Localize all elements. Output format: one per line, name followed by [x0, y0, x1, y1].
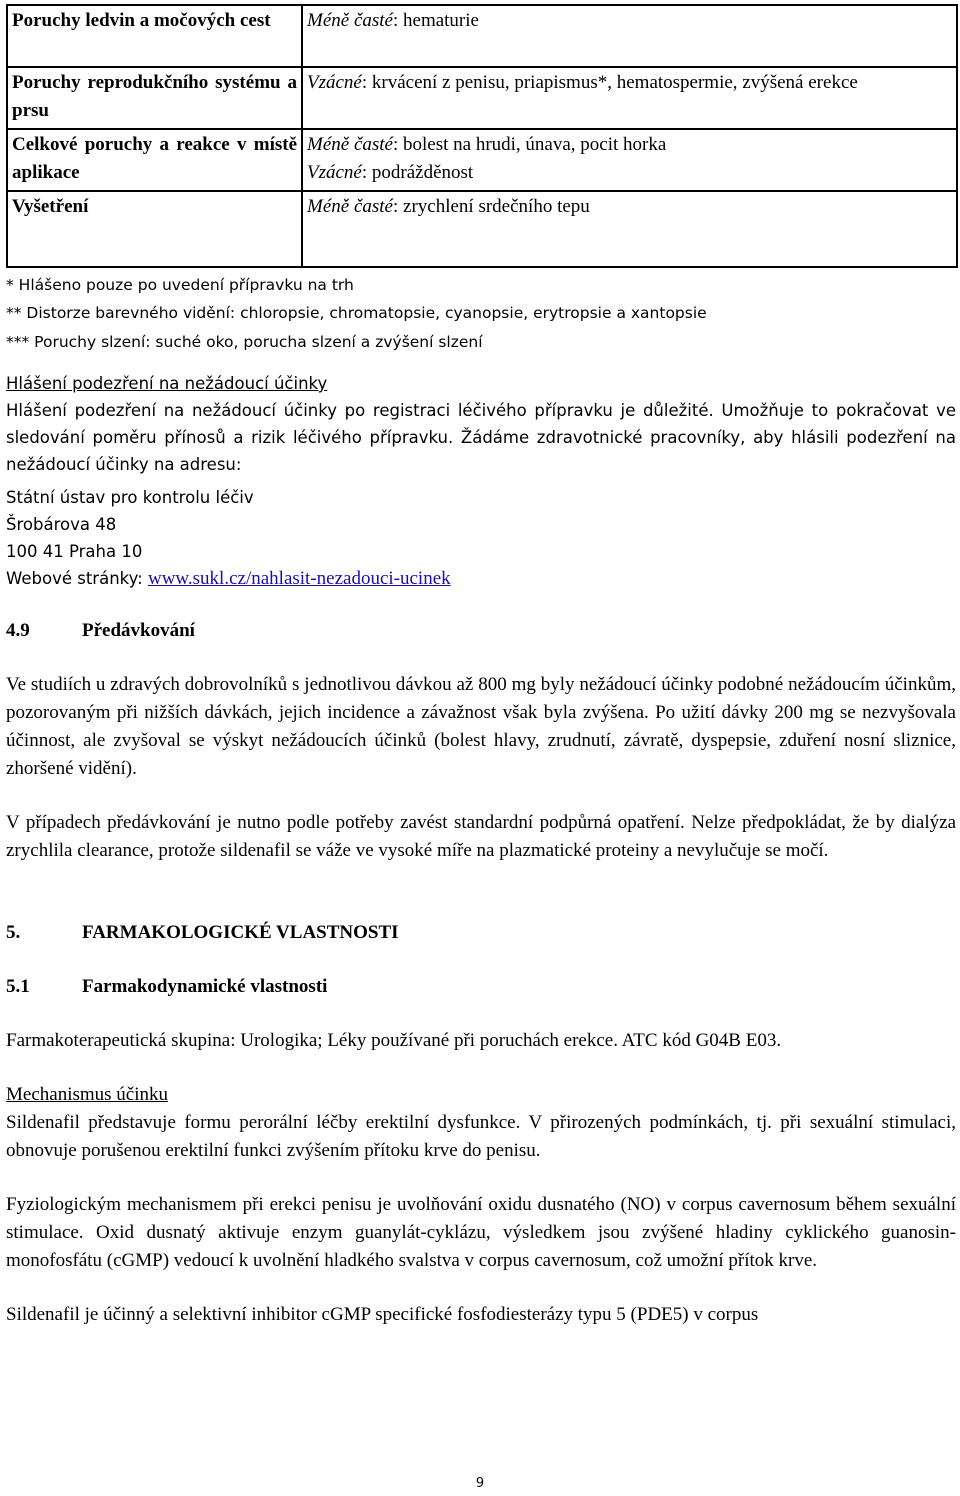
- frequency-label: Méně časté: [307, 134, 393, 155]
- frequency-label: Vzácné: [307, 72, 362, 93]
- table-row-value: [302, 5, 957, 67]
- frequency-label: Méně časté: [307, 10, 393, 31]
- web-line: [6, 565, 956, 593]
- reporting-section: [6, 370, 956, 593]
- sukl-report-link[interactable]: www.sukl.cz/nahlasit-nezadouci-ucinek: [147, 568, 451, 589]
- paragraph: Sildenafil představuje formu perorální léčby erektilní dysfunkce. V přirozených podmínkách, tj. při sexuální stimulaci, obnovuje porušenou erektilní funkci zvýšením přítoku krve do penisu.: [6, 1112, 956, 1161]
- table-row-value: [302, 67, 957, 129]
- table-row-label: Poruchy ledvin a močových cest: [7, 5, 302, 67]
- address-block: [6, 484, 956, 593]
- footnote: * Hlášeno pouze po uvedení přípravku na trh: [6, 276, 354, 294]
- section-heading: [6, 617, 956, 645]
- table-row-label: Poruchy reprodukčního systému a prsu: [7, 67, 302, 129]
- frequency-label: Méně časté: [307, 196, 393, 217]
- table-row: [7, 67, 957, 129]
- paragraph: Ve studiích u zdravých dobrovolníků s jednotlivou dávkou až 800 mg byly nežádoucí účinky podobné nežádoucím účinkům, pozorovaným při nižších dávkách, jejich incidence a závažnost však byla zvýšena. Po užití dávky 200 mg se nezvyšovala účinnost, ale zvyšoval se výskyt nežádoucích účinků (bolest hlavy, zrudnutí, závratě, dyspepsie, zduření nosní sliznice, zhoršené vidění).: [6, 674, 956, 779]
- table-row-value: [302, 129, 957, 191]
- page-number: 9: [475, 1476, 485, 1491]
- section-heading: [6, 919, 956, 947]
- paragraph: Farmakoterapeutická skupina: Urologika; Léky používané při poruchách erekce. ATC kód G04B E03.: [6, 1030, 782, 1051]
- table-row-value: [302, 191, 957, 267]
- effects-text: : zrychlení srdečního tepu: [392, 196, 590, 217]
- reporting-heading: Hlášení podezření na nežádoucí účinky: [6, 374, 328, 393]
- section-title: Předávkování: [82, 620, 195, 641]
- effects-line: [307, 131, 952, 159]
- reporting-body: Hlášení podezření na nežádoucí účinky po registraci léčivého přípravku je důležité. Umožňuje to pokračovat ve sledování poměru přínosů a rizik léčivého přípravku. Žádáme zdravotnické pracovníky, aby hlásili podezření na nežádoucí účinky na adresu:: [6, 401, 956, 474]
- address-line: 100 41 Praha 10: [6, 542, 143, 561]
- section-number: 5.1: [6, 976, 30, 997]
- effects-text: : bolest na hrudi, únava, pocit horka: [392, 134, 667, 155]
- effects-text: : krvácení z penisu, priapismus*, hematospermie, zvýšená erekce: [361, 72, 858, 93]
- footnote: ** Distorze barevného vidění: chloropsie, chromatopsie, cyanopsie, erytropsie a xantopsie: [6, 304, 707, 322]
- table-row: [7, 5, 957, 67]
- document-page: [6, 4, 956, 1329]
- section-title: Farmakodynamické vlastnosti: [82, 976, 328, 997]
- subheading: Mechanismus účinku: [6, 1084, 169, 1105]
- frequency-label: Vzácné: [307, 162, 362, 183]
- table-footnotes: [6, 271, 956, 357]
- address-line: Státní ústav pro kontrolu léčiv: [6, 488, 254, 507]
- table-row-label: Celkové poruchy a reakce v místě aplikace: [7, 129, 302, 191]
- effects-text: : hematurie: [392, 10, 479, 31]
- section-heading: [6, 973, 956, 1001]
- table-row-label: Vyšetření: [7, 191, 302, 267]
- effects-line: [307, 159, 952, 187]
- section-title: FARMAKOLOGICKÉ VLASTNOSTI: [82, 922, 399, 943]
- adverse-effects-table: [6, 4, 958, 268]
- effects-text: : podrážděnost: [361, 162, 474, 183]
- table-row: [7, 191, 957, 267]
- section-number: 5.: [6, 922, 21, 943]
- web-label: Webové stránky:: [6, 569, 148, 588]
- section-number: 4.9: [6, 620, 30, 641]
- paragraph: Sildenafil je účinný a selektivní inhibitor cGMP specifické fosfodiesterázy typu 5 (PDE5) v corpus: [6, 1304, 759, 1325]
- footnote: *** Poruchy slzení: suché oko, porucha slzení a zvýšení slzení: [6, 333, 483, 351]
- table-row: [7, 129, 957, 191]
- address-line: Šrobárova 48: [6, 515, 117, 534]
- paragraph: V případech předávkování je nutno podle potřeby zavést standardní podpůrná opatření. Nelze předpokládat, že by dialýza zrychlila clearance, protože sildenafil se váže ve vysoké míře na plazmatické proteiny a nevylučuje se močí.: [6, 812, 956, 861]
- paragraph: Fyziologickým mechanismem při erekci penisu je uvolňování oxidu dusnatého (NO) v corpus cavernosum během sexuální stimulace. Oxid dusnatý aktivuje enzym guanylát-cyklázu, výsledkem jsou zvýšené hladiny cyklického guanosin-monofosfátu (cGMP) vedoucí k uvolnění hladkého svalstva v corpus cavernosum, což umožní přítok krve.: [6, 1194, 956, 1271]
